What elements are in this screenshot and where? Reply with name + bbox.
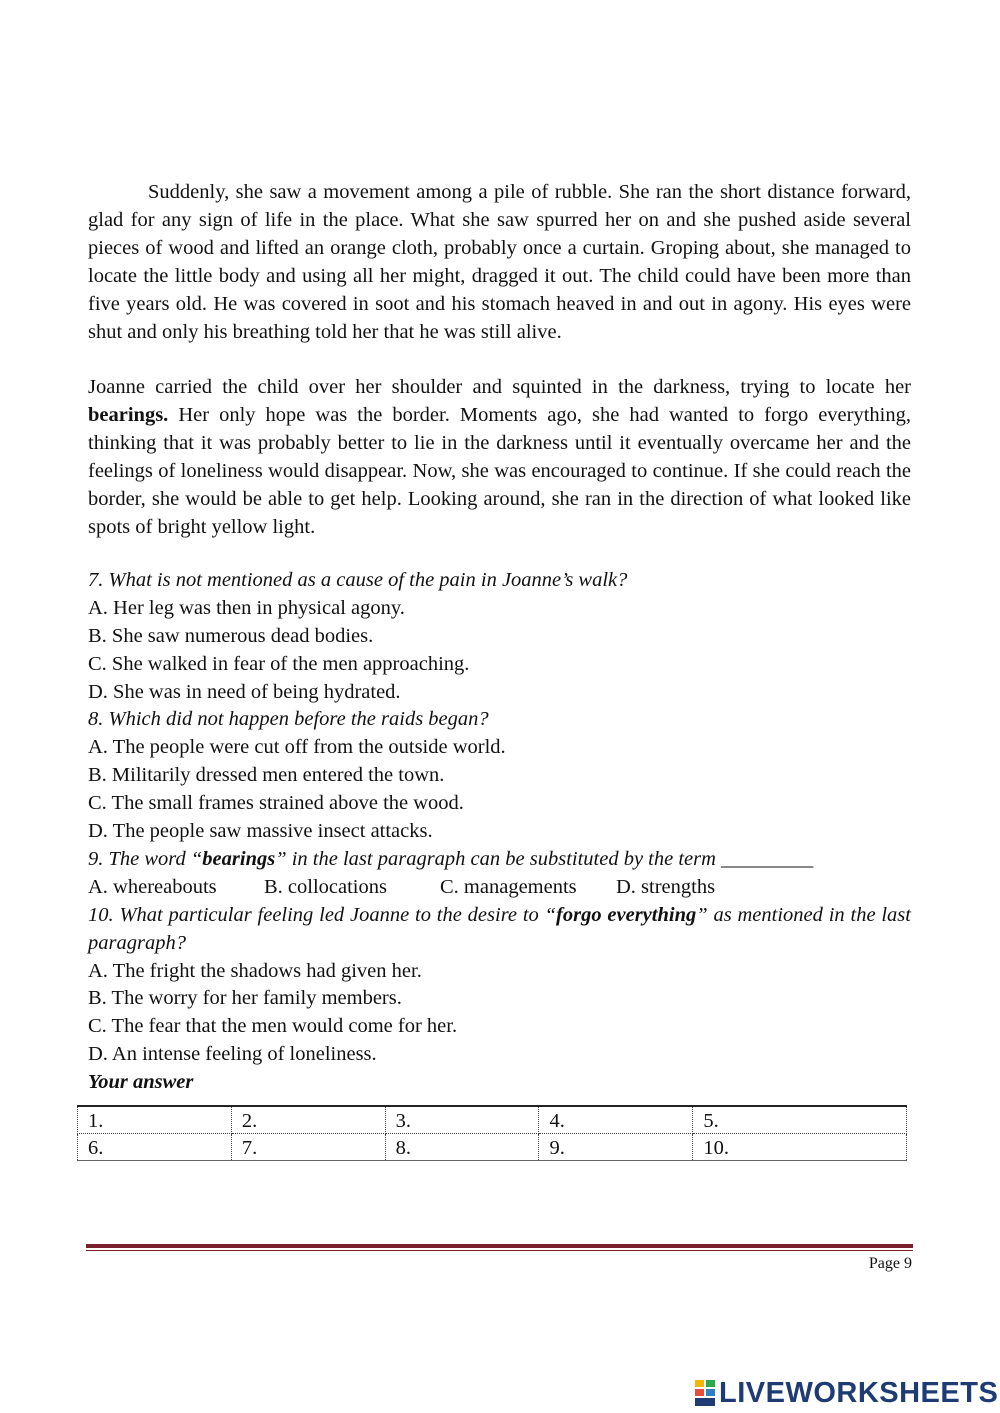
stem-text: 9. The word “ (88, 847, 203, 870)
question-8-option-c[interactable]: C. The small frames strained above the wood. (88, 792, 464, 815)
question-8-option-a[interactable]: A. The people were cut off from the outside world. (88, 736, 506, 759)
paragraph-text: Her only hope was the border. Moments ago, she had wanted to forgo everything, thinking that it was probably better to lie in the darkness until it eventually overcame her and the feelings of loneliness would disappear. Now, she was encouraged to continue. If she could reach the border, she would be able to get help. Looking around, she ran in the direction of what looked like spots of bright yellow light. (88, 403, 911, 538)
answer-cell-9[interactable]: 9. (539, 1134, 693, 1161)
liveworksheets-logo-icon (695, 1380, 715, 1406)
answer-cell-8[interactable]: 8. (385, 1134, 539, 1161)
answer-cell-7[interactable]: 7. (231, 1134, 385, 1161)
footer-rule-thin (86, 1250, 913, 1251)
answer-cell-4[interactable]: 4. (539, 1106, 693, 1134)
brand-name: LIVEWORKSHEETS (719, 1376, 999, 1409)
questions-block (88, 567, 911, 1097)
answer-cell-2[interactable]: 2. (231, 1106, 385, 1134)
passage-paragraph-2 (88, 374, 911, 541)
question-9-options (88, 874, 911, 902)
answer-title: Your answer (88, 1071, 194, 1094)
page-number: Page 9 (868, 1255, 912, 1272)
question-10-option-c[interactable]: C. The fear that the men would come for her. (88, 1015, 458, 1038)
question-8-option-b[interactable]: B. Militarily dressed men entered the town. (88, 764, 445, 787)
question-9-option-b[interactable]: B. collocations (264, 875, 387, 898)
question-8-option-d[interactable]: D. The people saw massive insect attacks. (88, 820, 433, 843)
answer-table (77, 1105, 907, 1161)
answer-row-2 (78, 1134, 907, 1161)
question-8-stem: 8. Which did not happen before the raids began? (88, 708, 489, 731)
question-7-option-c[interactable]: C. She walked in fear of the men approaching. (88, 652, 470, 675)
question-9-stem (88, 846, 911, 874)
answer-cell-3[interactable]: 3. (385, 1106, 539, 1134)
bold-term: bearings (202, 847, 276, 870)
answer-cell-6[interactable]: 6. (78, 1134, 232, 1161)
bold-term-bearings: bearings. (88, 403, 169, 426)
liveworksheets-logo (695, 1378, 998, 1408)
question-7-option-a[interactable]: A. Her leg was then in physical agony. (88, 596, 405, 619)
question-7-stem: 7. What is not mentioned as a cause of the pain in Joanne’s walk? (88, 569, 628, 591)
question-9-option-d[interactable]: D. strengths (616, 875, 716, 898)
question-9-option-a[interactable]: A. whereabouts (88, 875, 217, 898)
question-10-option-b[interactable]: B. The worry for her family members. (88, 987, 402, 1010)
paragraph-text: Joanne carried the child over her shoulder and squinted in the darkness, trying to locate her (88, 376, 911, 398)
passage-paragraph-1: Suddenly, she saw a movement among a pile of rubble. She ran the short distance forward, glad for any sign of life in the place. What she saw spurred her on and she pushed aside several pieces of wood and lifted an orange cloth, probably once a curtain. Groping about, she managed to locate the little body and using all her might, dragged it out. The child could have been more than five years old. He was covered in soot and his stomach heaved in and out in agony. His eyes were shut and only his breathing told her that he was still alive. (88, 181, 911, 343)
question-10-option-a[interactable]: A. The fright the shadows had given her. (88, 959, 422, 982)
question-7-option-d[interactable]: D. She was in need of being hydrated. (88, 680, 401, 703)
answer-row-1 (78, 1106, 907, 1134)
answer-cell-10[interactable]: 10. (693, 1134, 907, 1161)
answer-cell-1[interactable]: 1. (78, 1106, 232, 1134)
footer-rule-thick (86, 1244, 913, 1248)
question-9-option-c[interactable]: C. managements (440, 875, 577, 898)
question-10-stem (88, 902, 911, 958)
question-10-option-d[interactable]: D. An intense feeling of loneliness. (88, 1043, 377, 1066)
stem-text: 10. What particular feeling led Joanne to the desire to “ (88, 903, 557, 926)
stem-text: ” as mentioned in the last paragraph? (88, 903, 911, 954)
answer-cell-5[interactable]: 5. (693, 1106, 907, 1134)
question-7-option-b[interactable]: B. She saw numerous dead bodies. (88, 624, 374, 647)
bold-term: forgo everything (556, 903, 697, 926)
stem-text: ” in the last paragraph can be substituted by the term _________ (275, 847, 814, 870)
